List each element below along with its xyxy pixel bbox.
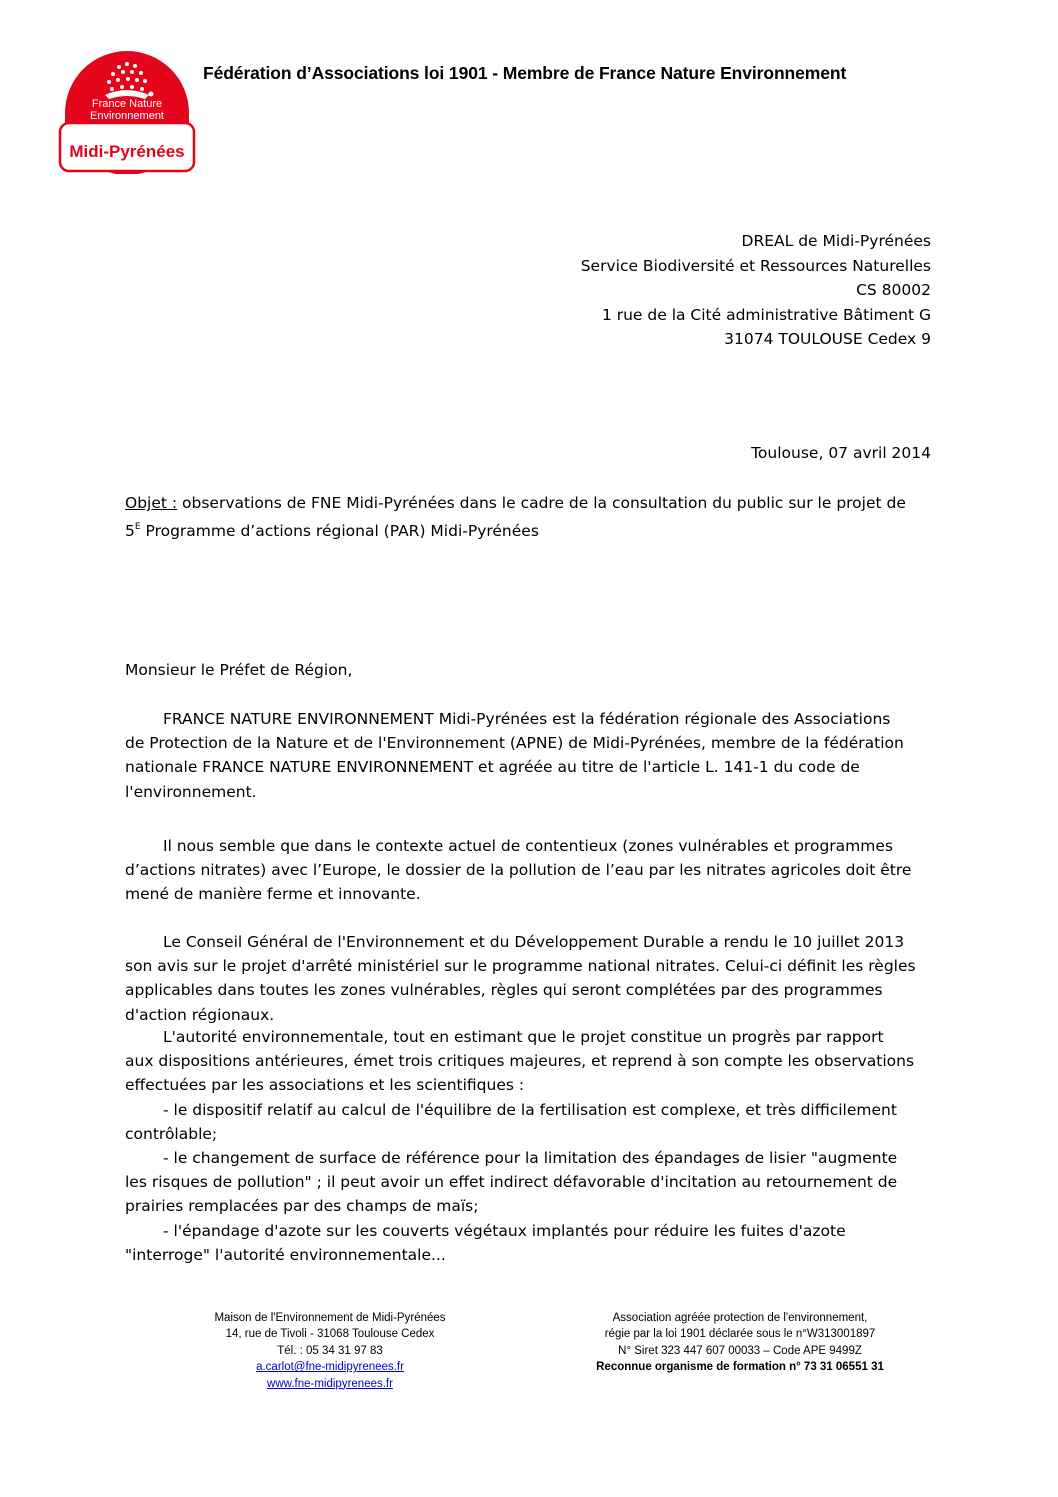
footer-legal xyxy=(540,1310,940,1376)
subject-text-2: Programme d’actions régional (PAR) Midi-Pyrénées xyxy=(140,521,539,540)
subject xyxy=(125,492,935,543)
subject-number: 5 xyxy=(125,521,135,540)
bullet-continuation: les risques de pollution" ; il peut avoir un effet indirect défavorable d'incitation au retournement de xyxy=(125,1173,898,1192)
salutation: Monsieur le Préfet de Région, xyxy=(125,661,353,679)
logo-line2: Environnement xyxy=(90,110,164,122)
footer-legal-3: N° Siret 323 447 607 00033 – Code APE 9499Z xyxy=(618,1344,862,1357)
paragraph-4 xyxy=(125,1025,935,1267)
footer-website-link[interactable]: www.fne-midipyrenees.fr xyxy=(267,1377,393,1390)
bullet-continuation: prairies remplacées par des champs de maïs; xyxy=(125,1197,479,1216)
paragraph-line: FRANCE NATURE ENVIRONNEMENT Midi-Pyrénées est la fédération régionale des Associations xyxy=(163,710,891,728)
footer-contact xyxy=(160,1310,500,1392)
footer-legal-4: Reconnue organisme de formation n° 73 31 06551 31 xyxy=(596,1361,884,1374)
recipient-line: 31074 TOULOUSE Cedex 9 xyxy=(724,330,931,348)
subject-sup: E xyxy=(134,521,141,532)
recipient-line: Service Biodiversité et Ressources Naturelles xyxy=(580,256,931,275)
recipient-line: CS 80002 xyxy=(856,281,931,299)
footer-address-1: Maison de l'Environnement de Midi-Pyrénées xyxy=(214,1312,446,1324)
paragraph-line: nationale FRANCE NATURE ENVIRONNEMENT et agréée au titre de l'article L. 141-1 du code de xyxy=(125,758,860,777)
paragraph-line: effectuées par les associations et les scientifiques : xyxy=(125,1076,525,1095)
recipient-line: 1 rue de la Cité administrative Bâtiment G xyxy=(601,305,931,324)
paragraph-3 xyxy=(125,930,935,1027)
fne-logo xyxy=(57,49,197,174)
paragraph-line: d’actions nitrates) avec l’Europe, le dossier de la pollution de l’eau par les nitrates agricoles doit être xyxy=(125,861,912,880)
bullet-item: - le changement de surface de référence pour la limitation des épandages de lisier "augmente xyxy=(163,1149,898,1168)
paragraph-line: de Protection de la Nature et de l'Environnement (APNE) de Midi-Pyrénées, membre de la fédération xyxy=(125,734,904,753)
bullet-continuation: "interroge" l'autorité environnementale... xyxy=(125,1245,446,1264)
letter-date: Toulouse, 07 avril 2014 xyxy=(751,444,931,462)
bullet-continuation: contrôlable; xyxy=(125,1124,218,1143)
bullet-item: - l'épandage d'azote sur les couverts végétaux implantés pour réduire les fuites d'azote xyxy=(163,1221,846,1240)
paragraph-line: Le Conseil Général de l'Environnement et du Développement Durable a rendu le 10 juillet 2013 xyxy=(163,933,905,951)
subject-text: observations de FNE Midi-Pyrénées dans le cadre de la consultation du public sur le projet de xyxy=(177,494,906,512)
recipient-address xyxy=(581,229,931,352)
bullet-item: - le dispositif relatif au calcul de l'équilibre de la fertilisation est complexe, et très difficilement xyxy=(163,1100,897,1119)
footer-address-2: 14, rue de Tivoli - 31068 Toulouse Cedex xyxy=(225,1328,435,1341)
paragraph-line: d'action régionaux. xyxy=(125,1005,275,1024)
header-title: Fédération d’Associations loi 1901 - Membre de France Nature Environnement xyxy=(203,63,847,83)
logo-line1: France Nature xyxy=(91,98,163,110)
hedgehog-logo-icon xyxy=(57,49,197,174)
paragraph-2 xyxy=(125,834,935,907)
paragraph-line: applicables dans toutes les zones vulnérables, règles qui seront complétées par des programmes xyxy=(125,981,883,1000)
paragraph-line: l'environnement. xyxy=(125,782,257,801)
footer-legal-1: Association agréée protection de l'environnement, xyxy=(612,1312,868,1324)
paragraph-line: L'autorité environnementale, tout en estimant que le projet constitue un progrès par rapport xyxy=(163,1028,884,1046)
paragraph-line: Il nous semble que dans le contexte actuel de contentieux (zones vulnérables et programmes xyxy=(163,837,893,855)
footer-email-link[interactable]: a.carlot@fne-midipyrenees.fr xyxy=(256,1361,404,1374)
logo-region: Midi-Pyrénées xyxy=(69,142,185,161)
paragraph-1 xyxy=(125,707,935,804)
footer-legal-2: régie par la loi 1901 déclarée sous le n°W313001897 xyxy=(604,1328,876,1341)
footer-phone: Tél. : 05 34 31 97 83 xyxy=(277,1344,383,1357)
paragraph-line: aux dispositions antérieures, émet trois critiques majeures, et reprend à son compte les observations xyxy=(125,1052,915,1071)
subject-label: Objet : xyxy=(125,494,178,512)
recipient-line: DREAL de Midi-Pyrénées xyxy=(741,232,931,250)
paragraph-line: mené de manière ferme et innovante. xyxy=(125,885,421,904)
paragraph-line: son avis sur le projet d'arrêté ministériel sur le programme national nitrates. Celui-ci définit les règles xyxy=(125,957,916,976)
